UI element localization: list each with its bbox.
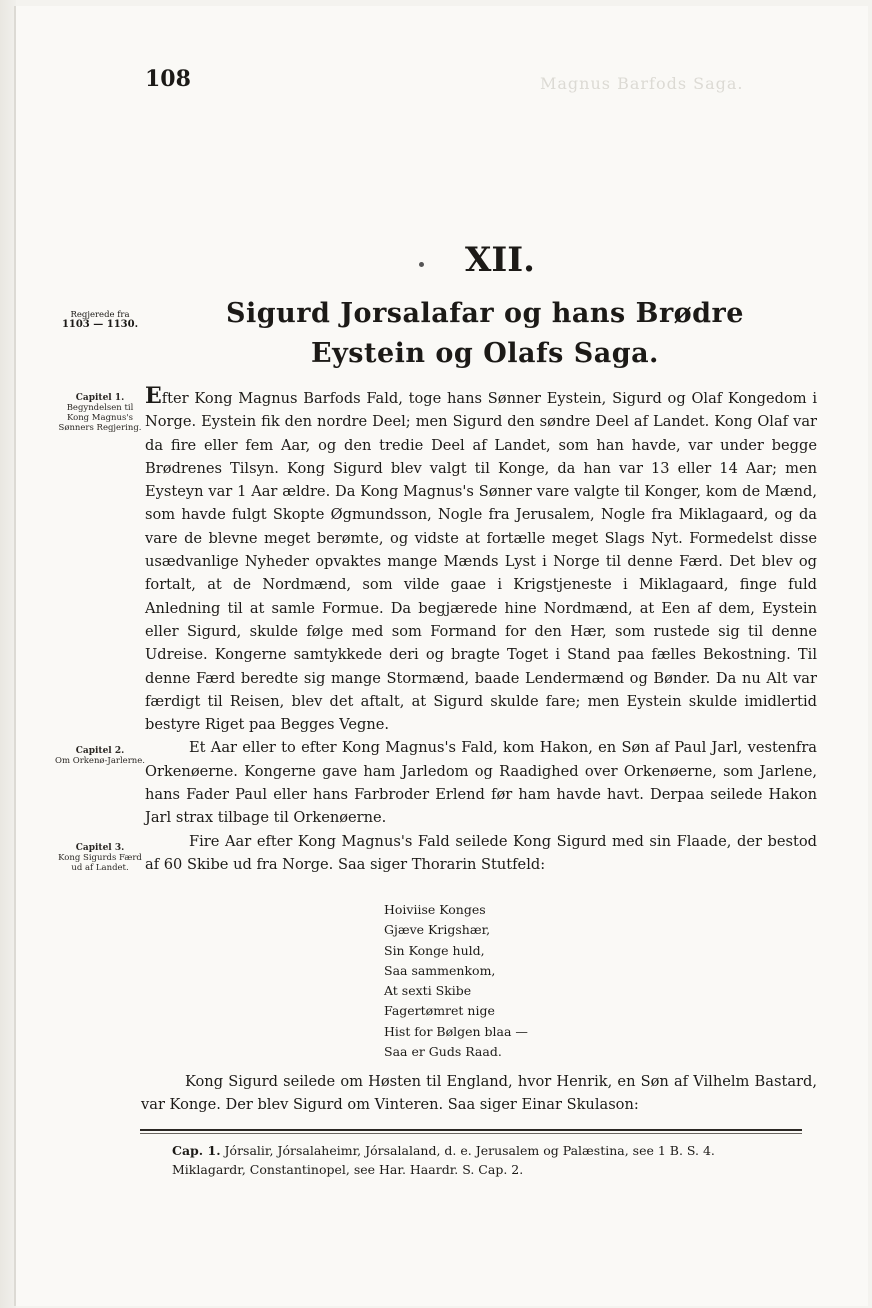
paragraph-1 bbox=[145, 383, 817, 736]
page-edge bbox=[0, 0, 16, 1308]
chapter-title-line1: Sigurd Jorsalafar og hans Brødre bbox=[226, 298, 744, 329]
paragraph-1-text: fter Kong Magnus Barfods Fald, toge hans Sønner Eystein, Sigurd og Olaf Kongedom i Norge. Eystein fik den nordre Deel; men Sigurd den søndre Deel af Landet. Kong Olaf var da fire eller fem Aar, og den tredie Deel af Landet, som han havde, var under begge Brødrenes Tilsyn. Kong Sigurd blev valgt til Konge, da han var 13 eller 14 Aar; men Eysteyn var 1 Aar ældre. Da Kong Magnus's Sønner vare valgte til Konger, kom de Mænd, som havde fulgt Skopte Øgmundsson, Nogle fra Jerusalem, Nogle fra Miklagaard, og da vare de blevne meget berømte, og vidste at fortælle meget Slags Nyt. Formedelst disse usædvanlige Nyheder opvaktes mange Mænds Lyst i Norge til denne Færd. Det blev og fortalt, at de Nordmænd, som vilde gaae i Krigstjeneste i Miklagaard, finge fuld Anledning til at samle Formue. Da begjærede hine Nordmænd, at Een af dem, Eystein eller Sigurd, skulde følge med som Formand for den Hær, som rustede sig til denne Udreise. Kongerne samtykkede deri og bragte Toget i Stand paa fælles Bekostning. Til denne Færd beredte sig mange Stormænd, baade Lendermænd og Bønder. Da nu Alt var færdigt til Reisen, blev det aftalt, at Sigurd skulde fare; men Eystein skulde imidlertid bestyre Riget paa Begges Vegne. bbox=[145, 390, 817, 734]
paragraph-2: Et Aar eller to efter Kong Magnus's Fald, kom Hakon, en Søn af Paul Jarl, vestenfra Orkenøerne. Kongerne gave ham Jarledom og Raadighed over Orkenøerne, som Jarlene, hans Fader Paul eller hans Farbroder Erlend før ham havde havt. Derpaa seilede Hakon Jarl strax tilbage til Orkenøerne. bbox=[145, 739, 817, 827]
footnote-text-1: Jórsalir, Jórsalaheimr, Jórsalaland, d. e. Jerusalem og Palæstina, see 1 B. S. 4. bbox=[224, 1143, 715, 1158]
ornament-dot bbox=[419, 262, 424, 267]
poem-line: Saa sammenkom, bbox=[384, 962, 496, 978]
paragraph-after-poem bbox=[141, 1070, 817, 1117]
page-number: 108 bbox=[145, 66, 191, 92]
poem-line: Gjæve Krigshær, bbox=[384, 922, 491, 938]
footnote-line-2: Miklagardr, Constantinopel, see Har. Haardr. S. Cap. 2. bbox=[172, 1161, 524, 1177]
chapter-numeral: XII. bbox=[464, 240, 536, 280]
poem-line: Hist for Bølgen blaa — bbox=[384, 1023, 528, 1039]
chapter-title-line2: Eystein og Olafs Saga. bbox=[311, 338, 659, 369]
margin-note-head: Capitel 1. bbox=[75, 393, 125, 403]
poem-line: At sexti Skibe bbox=[384, 983, 472, 999]
margin-note-chapter-2 bbox=[55, 746, 145, 766]
reign-years: 1103 — 1130. bbox=[61, 319, 139, 330]
footnote-ref: Cap. 1. bbox=[172, 1143, 221, 1158]
poem-line: Fagertømret nige bbox=[384, 1003, 495, 1019]
paragraph-after-poem-text: Kong Sigurd seilede om Høsten til England, hvor Henrik, en Søn af Vilhelm Bastard, var Konge. Der blev Sigurd om Vinteren. Saa siger Einar Skulason: bbox=[141, 1073, 817, 1114]
poem-line: Hoiviise Konges bbox=[384, 902, 486, 917]
reign-label: Regjerede fra bbox=[70, 310, 130, 320]
bleed-through-text: Magnus Barfods Saga. bbox=[540, 74, 744, 93]
paragraph-3: Fire Aar efter Kong Magnus's Fald seilede Kong Sigurd med sin Flaade, der bestod af 60 Skibe ud fra Norge. Saa siger Thorarin Stutfeld: bbox=[145, 832, 817, 873]
poem-line: Saa er Guds Raad. bbox=[384, 1044, 502, 1060]
margin-note-chapter-3 bbox=[55, 843, 145, 873]
footnote-line-1 bbox=[172, 1142, 817, 1161]
margin-note-head: Capitel 3. bbox=[75, 843, 125, 853]
footnote-rule-thin bbox=[140, 1133, 802, 1134]
margin-note-text: Om Orkenø-Jarlerne. bbox=[55, 756, 145, 766]
poem-line: Sin Konge huld, bbox=[384, 942, 485, 958]
drop-cap: E bbox=[145, 383, 162, 409]
chapter-title bbox=[160, 294, 810, 374]
footnote-rule bbox=[140, 1129, 802, 1131]
margin-note-chapter-1 bbox=[55, 393, 145, 433]
chapter-body bbox=[145, 383, 817, 876]
footnote bbox=[172, 1142, 817, 1179]
margin-note-text: Kong Sigurds Færd ud af Landet. bbox=[58, 853, 142, 873]
margin-note-text: Begyndelsen til Kong Magnus's Sønners Regjering. bbox=[58, 403, 142, 433]
margin-note-head: Capitel 2. bbox=[75, 746, 125, 756]
reign-margin-note bbox=[55, 310, 145, 330]
poem-stanza bbox=[384, 900, 634, 1062]
